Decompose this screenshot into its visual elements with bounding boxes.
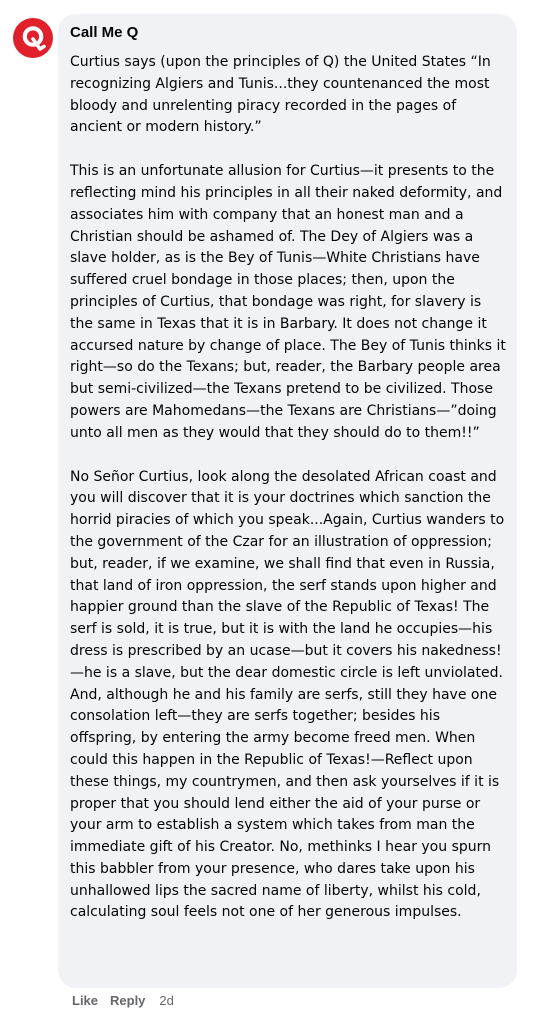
avatar[interactable] xyxy=(13,18,53,58)
comment-paragraph: No Señor Curtius, look along the desolated African coast and you will discover that it is your doctrines which sanction the horrid piracies of which you speak...Again, Curtius wanders to the government of the Czar for an illustration of oppression; but, reader, if we examine, we shall find that even in Russia, that land of iron oppression, the serf stands upon higher and happier ground than the slave of the Republic of Texas! The serf is sold, it is true, but it is with the land he occupies—his dress is prescribed by an ucase—but it covers his nakedness!—he is a slave, but the dear domestic circle is left unviolated. And, although he and his family are serfs, still they have one consolation left—they are serfs together; besides his offspring, by entering the army become freed men. When could this happen in the Republic of Texas!—Reflect upon these things, my countrymen, and then ask yourselves if it is proper that you should lend either the aid of your purse or your arm to establish a system which takes from man the immediate gift of his Creator. No, methinks I hear you spurn this babbler from your presence, who dares take upon his unhallowed lips the sacred name of liberty, whilst his cold, calculating soul feels not one of her generous impulses. xyxy=(70,468,505,921)
comment-paragraph: This is an unfortunate allusion for Curtius—it presents to the reflecting mind his principles in all their naked deformity, and associates him with company that an honest man and a Christian should be ashamed of. The Dey of Algiers was a slave holder, as is the Bey of Tunis—White Christians have suffered cruel bondage in those places; then, upon the principles of Curtius, that bondage was right, for slavery is the same in Texas that it is in Barbary. It does not change it accursed nature by change of place. The Bey of Tunis thinks it right—so do the Texans; but, reader, the Barbary people area but semi-civilized—the Texans pretend to be civilized. Those powers are Mahomedans—the Texans are Christians—”doing unto all men as they would that they should do to them!!” xyxy=(70,163,506,441)
comment-paragraph: Curtius says (upon the principles of Q) the United States “In recognizing Algiers and Tunis...they countenanced the most bloody and unrelenting piracy recorded in the pages of ancient or modern history.” xyxy=(70,54,491,136)
comment-actions xyxy=(72,993,174,1008)
like-button[interactable]: Like xyxy=(72,993,99,1008)
comment-bubble xyxy=(58,14,517,988)
reply-button[interactable]: Reply xyxy=(110,993,146,1008)
comment-author[interactable]: Call Me Q xyxy=(70,24,139,41)
comment-body xyxy=(70,52,507,924)
quora-q-logo-icon xyxy=(20,24,46,52)
comment-timestamp[interactable]: 2d xyxy=(159,993,174,1008)
